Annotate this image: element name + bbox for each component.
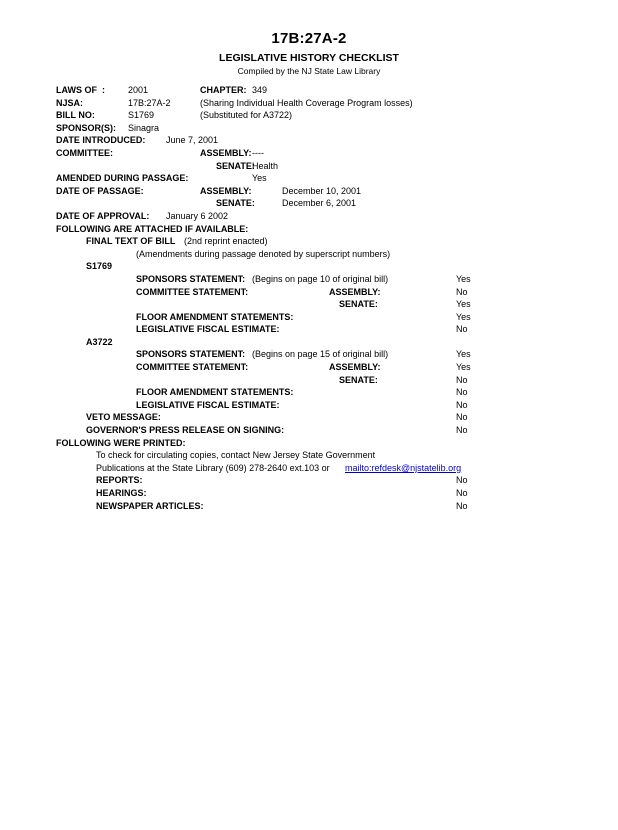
final-text-label: FINAL TEXT OF BILL bbox=[86, 236, 176, 247]
passage-senate-label: SENATE: bbox=[216, 198, 255, 209]
document-body bbox=[0, 84, 618, 512]
date-of-passage-label: DATE OF PASSAGE: bbox=[56, 185, 144, 196]
row-veto-message bbox=[56, 411, 578, 424]
newspaper-articles-value: No bbox=[456, 500, 468, 511]
bill-no-label: BILL NO: bbox=[56, 110, 95, 121]
hearings-label: HEARINGS: bbox=[96, 488, 147, 498]
row-njsa bbox=[56, 97, 578, 110]
row-printed-note-1 bbox=[56, 449, 578, 462]
row-bill-name-a3722 bbox=[56, 336, 578, 349]
committee-statement-assembly-label: ASSEMBLY: bbox=[329, 362, 381, 373]
hearings-value: No bbox=[456, 488, 468, 498]
press-release-label: GOVERNOR'S PRESS RELEASE ON SIGNING: bbox=[86, 425, 285, 436]
page-title: 17B:27A-2 bbox=[271, 30, 347, 47]
row-s1769-committee-statement-assembly bbox=[56, 286, 578, 299]
row-laws-of bbox=[56, 84, 578, 97]
row-a3722-committee-statement-assembly bbox=[56, 361, 578, 374]
sponsors-statement-note: (Begins on page 10 of original bill) bbox=[252, 273, 389, 284]
row-a3722-fiscal-estimate bbox=[56, 399, 578, 412]
refdesk-email-link[interactable]: mailto:refdesk@njstatelib.org bbox=[345, 462, 462, 473]
amended-value: Yes bbox=[252, 173, 267, 184]
committee-statement-senate-label: SENATE: bbox=[339, 374, 378, 385]
row-bill-name-s1769 bbox=[56, 260, 578, 273]
row-attached-heading bbox=[56, 223, 578, 236]
sponsors-statement-label: SPONSORS STATEMENT: bbox=[136, 349, 246, 360]
sponsors-label: SPONSOR(S): bbox=[56, 122, 117, 133]
newspaper-articles-label: NEWSPAPER ARTICLES: bbox=[96, 500, 204, 511]
committee-assembly-value: ---- bbox=[252, 147, 264, 158]
attached-heading: FOLLOWING ARE ATTACHED IF AVAILABLE: bbox=[56, 223, 249, 234]
laws-of-colon: : bbox=[102, 85, 105, 95]
amendments-note: (Amendments during passage denoted by superscript numbers) bbox=[136, 248, 391, 259]
printed-note-line2: Publications at the State Library (609) 278-2640 ext.103 or bbox=[96, 462, 330, 473]
row-a3722-committee-statement-senate bbox=[56, 374, 578, 387]
passage-assembly-label: ASSEMBLY: bbox=[200, 185, 252, 196]
amended-label: AMENDED DURING PASSAGE: bbox=[56, 173, 189, 184]
row-amended bbox=[56, 172, 578, 185]
passage-assembly-value: December 10, 2001 bbox=[282, 185, 362, 196]
committee-statement-label: COMMITTEE STATEMENT: bbox=[136, 362, 249, 373]
row-newspaper-articles bbox=[56, 500, 578, 513]
committee-statement-assembly-label: ASSEMBLY: bbox=[329, 286, 381, 297]
row-amendments-note bbox=[56, 248, 578, 261]
committee-statement-assembly-value: Yes bbox=[456, 362, 471, 373]
laws-of-value: 2001 bbox=[128, 85, 149, 95]
row-date-of-approval bbox=[56, 210, 578, 223]
row-date-introduced bbox=[56, 134, 578, 147]
date-of-approval-value: January 6 2002 bbox=[166, 210, 229, 221]
sponsors-statement-label: SPONSORS STATEMENT: bbox=[136, 273, 246, 284]
committee-statement-senate-value: No bbox=[456, 374, 468, 385]
fiscal-estimate-value: No bbox=[456, 324, 468, 335]
row-bill-no bbox=[56, 109, 578, 122]
fiscal-estimate-label: LEGISLATIVE FISCAL ESTIMATE: bbox=[136, 399, 280, 410]
row-final-text bbox=[56, 235, 578, 248]
row-sponsors bbox=[56, 122, 578, 135]
njsa-value: 17B:27A-2 bbox=[128, 97, 171, 108]
document-page bbox=[0, 30, 618, 830]
printed-heading: FOLLOWING WERE PRINTED: bbox=[56, 437, 186, 448]
committee-senate-value: Health bbox=[252, 160, 279, 171]
row-s1769-floor-amendment bbox=[56, 311, 578, 324]
committee-statement-label: COMMITTEE STATEMENT: bbox=[136, 286, 249, 297]
veto-message-label: VETO MESSAGE: bbox=[86, 412, 161, 423]
floor-amendment-label: FLOOR AMENDMENT STATEMENTS: bbox=[136, 387, 294, 398]
date-introduced-label: DATE INTRODUCED: bbox=[56, 135, 146, 146]
committee-senate-label: SENATE: bbox=[216, 160, 255, 171]
bill-no-value: S1769 bbox=[128, 110, 155, 121]
sponsors-statement-value: Yes bbox=[456, 349, 471, 360]
row-committee-senate bbox=[56, 160, 578, 173]
committee-statement-assembly-value: No bbox=[456, 286, 468, 297]
bill-group-name: S1769 bbox=[86, 261, 113, 272]
sponsors-statement-note: (Begins on page 15 of original bill) bbox=[252, 349, 389, 360]
chapter-value: 349 bbox=[252, 85, 268, 95]
printed-note-line1: To check for circulating copies, contact New Jersey State Government bbox=[96, 450, 376, 461]
fiscal-estimate-label: LEGISLATIVE FISCAL ESTIMATE: bbox=[136, 324, 280, 335]
compiled-by-line: Compiled by the NJ State Law Library bbox=[237, 66, 381, 76]
committee-label: COMMITTEE: bbox=[56, 147, 113, 158]
final-text-note: (2nd reprint enacted) bbox=[184, 236, 268, 247]
row-printed-heading bbox=[56, 437, 578, 450]
document-subtitle: LEGISLATIVE HISTORY CHECKLIST bbox=[219, 52, 399, 64]
row-s1769-fiscal-estimate bbox=[56, 323, 578, 336]
floor-amendment-label: FLOOR AMENDMENT STATEMENTS: bbox=[136, 311, 294, 322]
row-a3722-sponsors-statement bbox=[56, 348, 578, 361]
bill-group-name: A3722 bbox=[86, 336, 113, 347]
date-of-approval-label: DATE OF APPROVAL: bbox=[56, 210, 150, 221]
fiscal-estimate-value: No bbox=[456, 399, 468, 410]
row-reports bbox=[56, 474, 578, 487]
floor-amendment-value: No bbox=[456, 387, 468, 398]
row-printed-note-2 bbox=[56, 462, 578, 475]
njsa-note: (Sharing Individual Health Coverage Program losses) bbox=[200, 97, 413, 108]
chapter-label: CHAPTER: bbox=[200, 85, 247, 95]
reports-label: REPORTS: bbox=[96, 475, 143, 486]
laws-of-label: LAWS OF bbox=[56, 85, 97, 95]
sponsors-statement-value: Yes bbox=[456, 273, 471, 284]
passage-senate-value: December 6, 2001 bbox=[282, 198, 357, 209]
bill-no-note: (Substituted for A3722) bbox=[200, 110, 293, 121]
floor-amendment-value: Yes bbox=[456, 311, 471, 322]
row-press-release bbox=[56, 424, 578, 437]
veto-message-value: No bbox=[456, 412, 468, 423]
committee-assembly-label: ASSEMBLY: bbox=[200, 147, 252, 158]
row-passage-senate bbox=[56, 197, 578, 210]
date-introduced-value: June 7, 2001 bbox=[166, 135, 219, 146]
committee-statement-senate-value: Yes bbox=[456, 299, 471, 310]
row-passage-assembly bbox=[56, 185, 578, 198]
press-release-value: No bbox=[456, 425, 468, 436]
row-hearings bbox=[56, 487, 578, 500]
row-a3722-floor-amendment bbox=[56, 386, 578, 399]
row-committee-assembly bbox=[56, 147, 578, 160]
reports-value: No bbox=[456, 475, 468, 486]
sponsors-value: Sinagra bbox=[128, 122, 160, 133]
njsa-label: NJSA: bbox=[56, 97, 84, 108]
row-s1769-committee-statement-senate bbox=[56, 298, 578, 311]
committee-statement-senate-label: SENATE: bbox=[339, 299, 378, 310]
row-s1769-sponsors-statement bbox=[56, 273, 578, 286]
